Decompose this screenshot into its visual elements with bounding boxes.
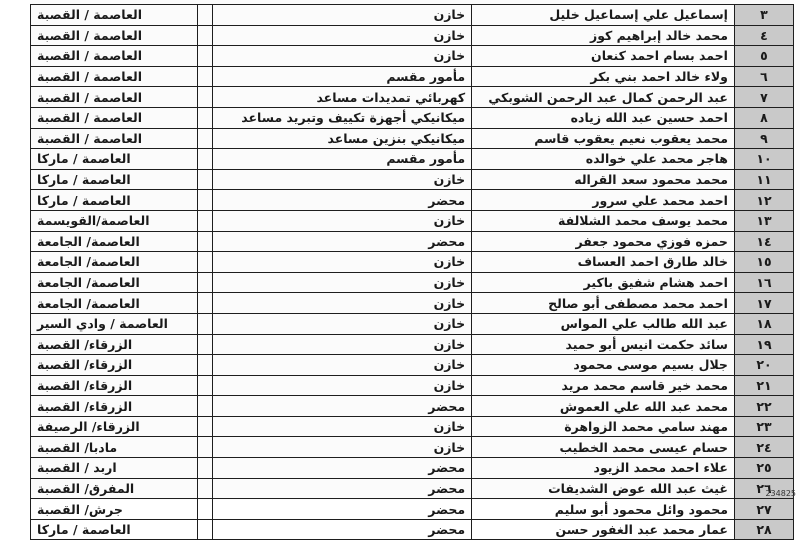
row-number: ٢١ <box>734 375 793 396</box>
employee-name: عبد الله طالب علي المواس <box>472 313 735 334</box>
job-title: كهربائي تمديدات مساعد <box>212 87 471 108</box>
table-row <box>31 355 794 376</box>
employee-name: احمد محمد علي سرور <box>472 190 735 211</box>
employee-name: حسام عيسى محمد الخطيب <box>472 437 735 458</box>
row-number: ٢٦ <box>734 478 793 499</box>
work-location: العاصمة/القويسمة <box>31 210 198 231</box>
work-location: العاصمة / ماركا <box>31 149 198 170</box>
employee-name: محمد يعقوب نعيم يعقوب قاسم <box>472 128 735 149</box>
employee-name: محمد عبد الله علي العموش <box>472 396 735 417</box>
table-row <box>31 25 794 46</box>
job-title: خازن <box>212 210 471 231</box>
employee-name: محمد محمود سعد القراله <box>472 169 735 190</box>
job-title: محضر <box>212 519 471 540</box>
employee-name: جلال بسيم موسى محمود <box>472 355 735 376</box>
work-location: العاصمة/ الجامعة <box>31 272 198 293</box>
spacer-cell <box>197 5 212 26</box>
spacer-cell <box>197 355 212 376</box>
job-title: خازن <box>212 5 471 26</box>
spacer-cell <box>197 334 212 355</box>
row-number: ٢٥ <box>734 458 793 479</box>
job-title: خازن <box>212 355 471 376</box>
work-location: مادبا/ القصبة <box>31 437 198 458</box>
work-location: العاصمة/ الجامعة <box>31 293 198 314</box>
table-row <box>31 499 794 520</box>
row-number: ٧ <box>734 87 793 108</box>
employee-name: احمد محمد مصطفى أبو صالح <box>472 293 735 314</box>
table-row <box>31 437 794 458</box>
row-number: ١٥ <box>734 252 793 273</box>
work-location: الزرقاء/ القصبة <box>31 396 198 417</box>
spacer-cell <box>197 252 212 273</box>
spacer-cell <box>197 66 212 87</box>
table-row <box>31 128 794 149</box>
work-location: الزرقاء/ الرصيفة <box>31 416 198 437</box>
document-id: 234825 <box>765 489 796 498</box>
employee-name: محمد يوسف محمد الشلالفة <box>472 210 735 231</box>
row-number: ١٩ <box>734 334 793 355</box>
spacer-cell <box>197 458 212 479</box>
employee-name: محمود وائل محمود أبو سليم <box>472 499 735 520</box>
employee-name: هاجر محمد علي خوالده <box>472 149 735 170</box>
job-title: محضر <box>212 396 471 417</box>
work-location: العاصمة / وادي السير <box>31 313 198 334</box>
spacer-cell <box>197 46 212 67</box>
row-number: ٣ <box>734 5 793 26</box>
work-location: الزرقاء/ القصبة <box>31 355 198 376</box>
employee-name: سائد حكمت انيس أبو حميد <box>472 334 735 355</box>
row-number: ٨ <box>734 107 793 128</box>
row-number: ٢٤ <box>734 437 793 458</box>
job-title: ميكانيكي بنزين مساعد <box>212 128 471 149</box>
table-row <box>31 46 794 67</box>
row-number: ٦ <box>734 66 793 87</box>
table-row <box>31 416 794 437</box>
employee-name: احمد حسين عبد الله زياده <box>472 107 735 128</box>
work-location: العاصمة / ماركا <box>31 519 198 540</box>
work-location: العاصمة/ الجامعة <box>31 231 198 252</box>
job-title: خازن <box>212 375 471 396</box>
table-row <box>31 252 794 273</box>
work-location: العاصمة / ماركا <box>31 190 198 211</box>
spacer-cell <box>197 396 212 417</box>
row-number: ٢٠ <box>734 355 793 376</box>
spacer-cell <box>197 169 212 190</box>
table-row <box>31 231 794 252</box>
spacer-cell <box>197 190 212 211</box>
work-location: اربد / القصبة <box>31 458 198 479</box>
employee-name: علاء احمد محمد الزيود <box>472 458 735 479</box>
table-row <box>31 334 794 355</box>
table-row <box>31 190 794 211</box>
table-row <box>31 5 794 26</box>
work-location: العاصمة / القصبة <box>31 66 198 87</box>
job-title: محضر <box>212 231 471 252</box>
work-location: المفرق/ القصبة <box>31 478 198 499</box>
employee-name: عمار محمد عبد الغفور حسن <box>472 519 735 540</box>
row-number: ١١ <box>734 169 793 190</box>
row-number: ٥ <box>734 46 793 67</box>
work-location: جرش/ القصبة <box>31 499 198 520</box>
table-row <box>31 375 794 396</box>
page-margin <box>0 0 30 500</box>
table-row <box>31 313 794 334</box>
employee-name: إسماعيل علي إسماعيل خليل <box>472 5 735 26</box>
job-title: خازن <box>212 416 471 437</box>
job-title: مأمور مقسم <box>212 66 471 87</box>
job-title: خازن <box>212 272 471 293</box>
job-title: محضر <box>212 458 471 479</box>
row-number: ٢٧ <box>734 499 793 520</box>
spacer-cell <box>197 416 212 437</box>
spacer-cell <box>197 293 212 314</box>
work-location: العاصمة / القصبة <box>31 107 198 128</box>
row-number: ١٠ <box>734 149 793 170</box>
work-location: العاصمة / القصبة <box>31 25 198 46</box>
row-number: ٤ <box>734 25 793 46</box>
table-row <box>31 149 794 170</box>
work-location: الزرقاء/ القصبة <box>31 375 198 396</box>
row-number: ٢٢ <box>734 396 793 417</box>
row-number: ١٧ <box>734 293 793 314</box>
table-row <box>31 458 794 479</box>
row-number: ٩ <box>734 128 793 149</box>
job-title: خازن <box>212 252 471 273</box>
table-row <box>31 87 794 108</box>
work-location: العاصمة / ماركا <box>31 169 198 190</box>
row-number: ١٢ <box>734 190 793 211</box>
employee-name: غيث عبد الله عوض الشديفات <box>472 478 735 499</box>
table-row <box>31 519 794 540</box>
table-row <box>31 66 794 87</box>
table-body <box>31 5 794 540</box>
employee-name: محمد خالد إبراهيم كوز <box>472 25 735 46</box>
spacer-cell <box>197 478 212 499</box>
row-number: ١٦ <box>734 272 793 293</box>
job-title: محضر <box>212 478 471 499</box>
row-number: ١٨ <box>734 313 793 334</box>
table-row <box>31 396 794 417</box>
spacer-cell <box>197 128 212 149</box>
work-location: العاصمة/ الجامعة <box>31 252 198 273</box>
work-location: العاصمة / القصبة <box>31 46 198 67</box>
table-row <box>31 272 794 293</box>
job-title: خازن <box>212 293 471 314</box>
employee-name: احمد بسام احمد كنعان <box>472 46 735 67</box>
spacer-cell <box>197 25 212 46</box>
job-title: مأمور مقسم <box>212 149 471 170</box>
employee-name: خالد طارق احمد العساف <box>472 252 735 273</box>
job-title: خازن <box>212 169 471 190</box>
table-row <box>31 478 794 499</box>
spacer-cell <box>197 107 212 128</box>
row-number: ١٤ <box>734 231 793 252</box>
spacer-cell <box>197 437 212 458</box>
table-row <box>31 210 794 231</box>
employee-name: احمد هشام شفيق باكير <box>472 272 735 293</box>
job-title: خازن <box>212 313 471 334</box>
job-title: خازن <box>212 25 471 46</box>
row-number: ٢٣ <box>734 416 793 437</box>
spacer-cell <box>197 87 212 108</box>
job-title: محضر <box>212 499 471 520</box>
employee-name: محمد خير قاسم محمد مريد <box>472 375 735 396</box>
employee-name: عبد الرحمن كمال عبد الرحمن الشوبكي <box>472 87 735 108</box>
job-title: خازن <box>212 334 471 355</box>
work-location: العاصمة / القصبة <box>31 128 198 149</box>
work-location: العاصمة / القصبة <box>31 87 198 108</box>
job-title: خازن <box>212 437 471 458</box>
employee-table <box>30 4 794 540</box>
spacer-cell <box>197 210 212 231</box>
job-title: محضر <box>212 190 471 211</box>
spacer-cell <box>197 149 212 170</box>
spacer-cell <box>197 499 212 520</box>
table-row <box>31 107 794 128</box>
row-number: ٢٨ <box>734 519 793 540</box>
work-location: الزرقاء/ القصبة <box>31 334 198 355</box>
spacer-cell <box>197 272 212 293</box>
employee-name: مهند سامي محمد الزواهرة <box>472 416 735 437</box>
table-row <box>31 293 794 314</box>
spacer-cell <box>197 313 212 334</box>
work-location: العاصمة / القصبة <box>31 5 198 26</box>
table-row <box>31 169 794 190</box>
spacer-cell <box>197 519 212 540</box>
employee-name: حمزه فوزي محمود جعفر <box>472 231 735 252</box>
job-title: ميكانيكي أجهزة تكييف وتبريد مساعد <box>212 107 471 128</box>
employee-name: ولاء خالد احمد بني بكر <box>472 66 735 87</box>
spacer-cell <box>197 375 212 396</box>
spacer-cell <box>197 231 212 252</box>
row-number: ١٣ <box>734 210 793 231</box>
job-title: خازن <box>212 46 471 67</box>
